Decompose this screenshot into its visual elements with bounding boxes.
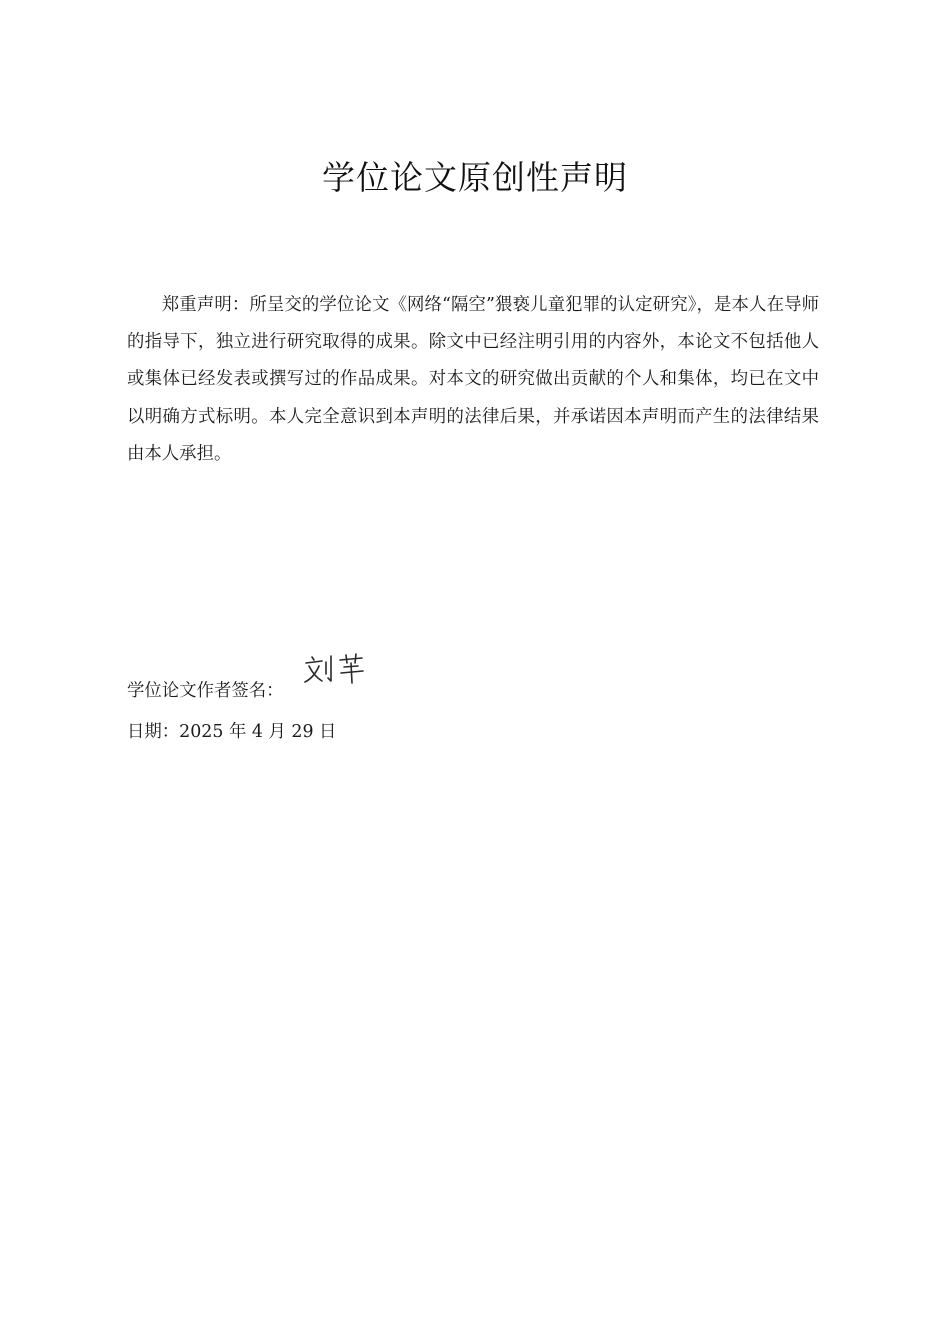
- author-signature-label: 学位论文作者签名：: [127, 681, 284, 701]
- declaration-statement: 郑重声明：所呈交的学位论文《网络“隔空”猥亵儿童犯罪的认定研究》，是本人在导师的指导下，独立进行研究取得的成果。除文中已经注明引用的内容外，本论文不包括他人或集体已经发表或撰写过的作品成果。对本文的研究做出贡献的个人和集体，均已在文中以明确方式标明。本人完全意识到本声明的法律后果，并承诺因本声明而产生的法律结果由本人承担。: [127, 295, 819, 464]
- page-title: 学位论文原创性声明: [322, 158, 628, 197]
- signature-date: 日期：2025 年 4 月 29 日: [127, 722, 337, 742]
- handwritten-signature: [300, 648, 370, 688]
